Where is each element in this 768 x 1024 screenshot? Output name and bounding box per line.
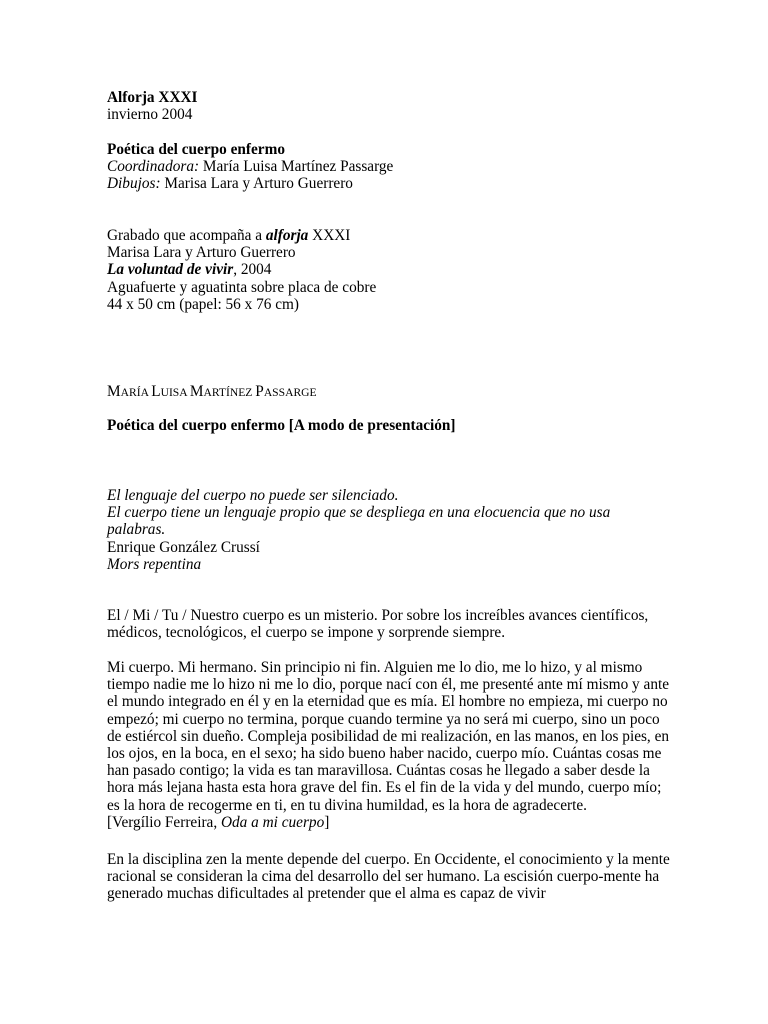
- quote-line: es la hora de recogerme en ti, en tu divina humildad, es la hora de agradecerte.: [107, 796, 587, 814]
- coordinator-name: María Luisa Martínez Passarge: [199, 158, 394, 176]
- quote-line: de estiércol sin dueño. Compleja posibilidad de mi realización, en las manos, en los pies, en: [107, 727, 670, 745]
- paragraph-line: En la disciplina zen la mente depende del cuerpo. En Occidente, el conocimiento y la mente: [107, 851, 670, 868]
- quote-paragraph: [107, 659, 687, 831]
- drawings-line: [107, 175, 687, 192]
- epigraph-author: Enrique González Crussí: [107, 538, 260, 556]
- author-part: ARTÍNEZ: [203, 386, 256, 399]
- paragraph-line: médicos, tecnológicos, el cuerpo se impone y sorprende siempre.: [107, 624, 506, 642]
- author-part: L: [151, 383, 161, 400]
- article-title: Poética del cuerpo enfermo [A modo de presentación]: [107, 417, 456, 434]
- journal-header: [107, 89, 687, 123]
- journal-season: invierno 2004: [107, 106, 193, 124]
- engraving-work: [107, 261, 687, 278]
- author-part: ASSARGE: [263, 386, 317, 399]
- coordinator-label: Coordinadora:: [107, 158, 200, 176]
- issue-info: [107, 141, 687, 193]
- paragraph-3: [107, 851, 687, 903]
- engraving-artists: Marisa Lara y Arturo Guerrero: [107, 244, 296, 262]
- engraving-intro-suffix: XXXI: [308, 227, 351, 244]
- drawings-names: Marisa Lara y Arturo Guerrero: [160, 175, 353, 193]
- paragraph-line: El / Mi / Tu / Nuestro cuerpo es un misterio. Por sobre los increíbles avances científicos,: [107, 607, 649, 624]
- journal-title: Alforja XXXI: [107, 89, 198, 106]
- paragraph-1: [107, 607, 687, 641]
- epigraph: [107, 487, 687, 573]
- epigraph-line: El lenguaje del cuerpo no puede ser silenciado.: [107, 487, 399, 504]
- author-part: M: [189, 383, 204, 400]
- article-title-block: [107, 417, 687, 434]
- author-part: UISA: [160, 386, 190, 399]
- author-part: M: [107, 383, 121, 400]
- quote-line: hora más lejana hasta esta hora grave del fin. Es el fin de la vida y del mundo, cuerpo mío;: [107, 779, 662, 797]
- epigraph-line: palabras.: [107, 521, 166, 539]
- epigraph-line: El cuerpo tiene un lenguaje propio que se despliega en una elocuencia que no usa: [107, 504, 611, 522]
- citation-work: Oda a mi cuerpo: [220, 813, 325, 831]
- engraving-work-year: , 2004: [233, 261, 272, 279]
- article-author: [107, 383, 687, 401]
- engraving-info: [107, 227, 687, 313]
- author-smallcaps: [107, 383, 687, 401]
- epigraph-work: Mors repentina: [107, 555, 202, 573]
- quote-citation: [107, 814, 687, 831]
- quote-line: Mi cuerpo. Mi hermano. Sin principio ni fin. Alguien me lo dio, me lo hizo, y al mismo: [107, 659, 643, 676]
- engraving-journal: alforja: [265, 227, 309, 244]
- coordinator-line: [107, 158, 687, 175]
- quote-line: empezó; mi cuerpo no termina, porque cuando termine ya no será mi cuerpo, sino un poco: [107, 710, 660, 728]
- engraving-work-title: La voluntad de vivir: [107, 261, 234, 279]
- paragraph-line: generado muchas dificultades al pretender que el alma es capaz de vivir: [107, 885, 546, 903]
- engraving-intro: [107, 227, 687, 244]
- quote-line: el mundo integrado en él y en la eternidad que es mía. El hombre no empieza, mi cuerpo no: [107, 693, 668, 711]
- engraving-technique: Aguafuerte y aguatinta sobre placa de cobre: [107, 278, 377, 296]
- issue-title: Poética del cuerpo enfermo: [107, 141, 285, 158]
- engraving-intro-prefix: Grabado que acompaña a: [107, 227, 266, 244]
- engraving-dimensions: 44 x 50 cm (papel: 56 x 76 cm): [107, 295, 300, 313]
- author-part: P: [255, 383, 264, 400]
- quote-line: los ojos, en la boca, en el sexo; ha sido bueno haber nacido, cuerpo mío. Cuántas cosas me: [107, 745, 662, 763]
- quote-line: tiempo nadie me lo hizo ni me lo dio, porque nací con él, me presenté ante mí mismo y ante: [107, 676, 670, 694]
- drawings-label: Dibujos:: [107, 175, 161, 193]
- citation-suffix: ]: [324, 813, 330, 831]
- quote-line: han pasado contigo; la vida es tan maravillosa. Cuántas cosas he llegado a saber desde la: [107, 762, 650, 780]
- paragraph-line: racional se consideran la cima del desarrollo del ser humano. La escisión cuerpo-mente ha: [107, 868, 660, 886]
- author-part: ARÍA: [120, 386, 152, 399]
- citation-prefix: [Vergílio Ferreira,: [107, 813, 221, 831]
